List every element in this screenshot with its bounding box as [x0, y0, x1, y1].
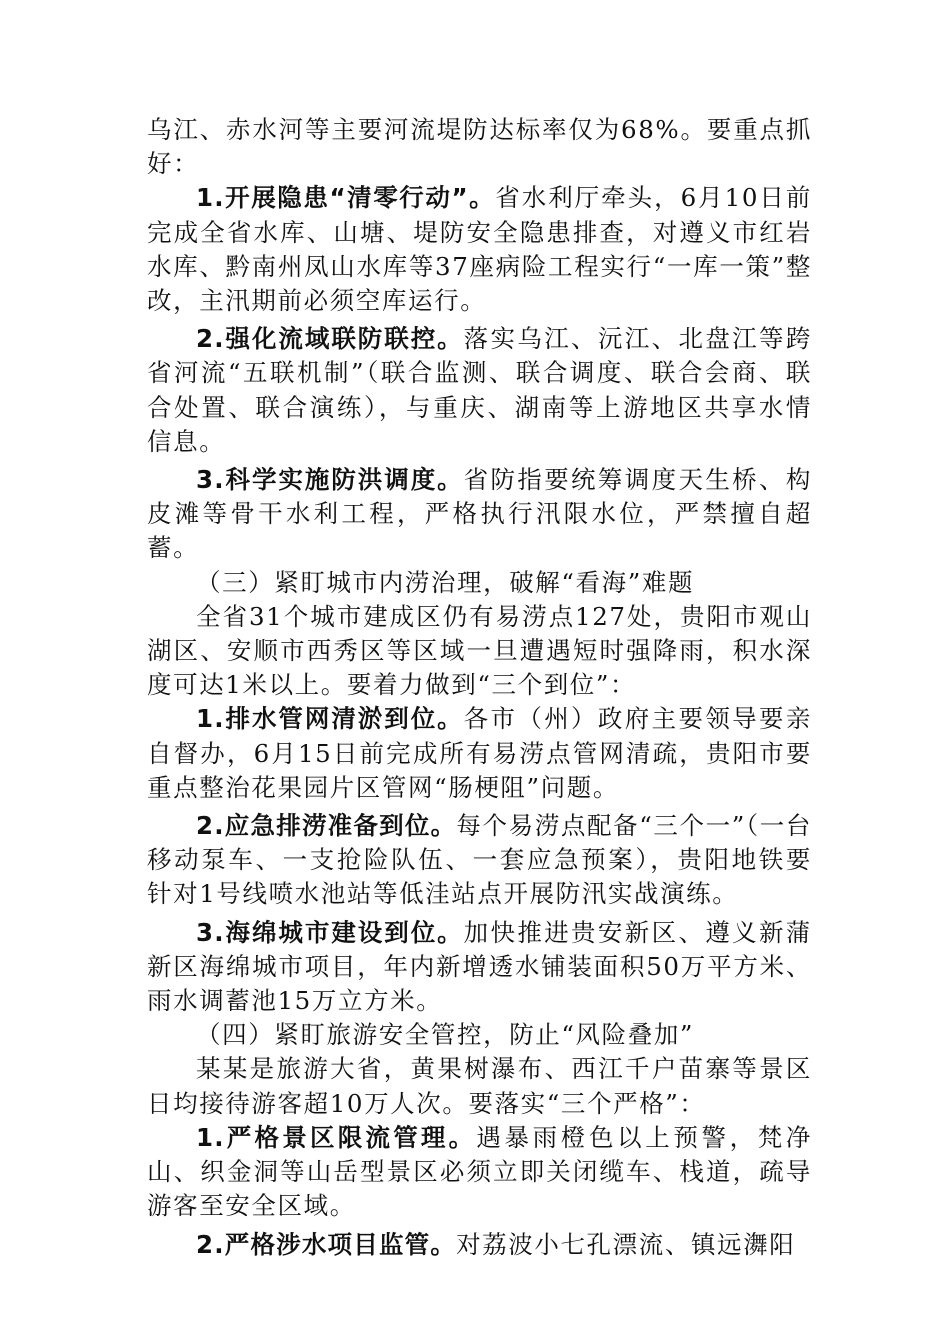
section-heading	[147, 566, 812, 600]
paragraph	[147, 1052, 812, 1120]
item-lead: 2.强化流域联防联控。	[196, 324, 464, 354]
item-text: 加快推进贵安新区、遵义新蒲新区海绵城市项目，年内新增透水铺装面积50万平方米、雨水调蓄池15万立方米。	[147, 917, 812, 1016]
item-lead: 1.严格景区限流管理。	[196, 1122, 477, 1152]
list-item	[147, 809, 812, 912]
item-text: 每个易涝点配备“三个一”（一台移动泵车、一支抢险队伍、一套应急预案），贵阳地铁要针对1号线喷水池站等低洼站点开展防汛实战演练。	[147, 811, 812, 909]
item-text: 对荔波小七孔漂流、镇远㵲阳	[456, 1229, 796, 1259]
item-lead: 2.严格涉水项目监管。	[196, 1229, 457, 1259]
list-item	[147, 1121, 812, 1224]
paragraph-text: 全省31个城市建成区仍有易涝点127处，贵阳市观山湖区、安顺市西秀区等区域一旦遭遇短时强降雨，积水深度可达1米以上。要着力做到“三个到位”：	[147, 601, 812, 700]
item-text: 省防指要统筹调度天生桥、构皮滩等骨干水利工程，严格执行汛限水位，严禁擅自超蓄。	[147, 465, 812, 563]
list-item	[147, 1228, 812, 1262]
item-lead: 1.开展隐患“清零行动”。	[196, 183, 496, 213]
item-text: 落实乌江、沅江、北盘江等跨省河流“五联机制”（联合监测、联合调度、联合会商、联合处置、联合演练），与重庆、湖南等上游地区共享水情信息。	[147, 324, 812, 456]
heading-text: （三）紧盯城市内涝治理，破解“看海”难题	[196, 567, 695, 597]
paragraph-text: 某某是旅游大省，黄果树瀑布、西江千户苗寨等景区日均接待游客超10万人次。要落实“三个严格”：	[147, 1054, 812, 1118]
list-item	[147, 702, 812, 805]
item-lead: 1.排水管网清淤到位。	[196, 704, 464, 734]
list-item	[147, 322, 812, 459]
paragraph	[147, 600, 812, 703]
item-text: 各市（州）政府主要领导要亲自督办，6月15日前完成所有易涝点管网清疏，贵阳市要重点整治花果园片区管网“肠梗阻”问题。	[147, 704, 812, 802]
list-item	[147, 916, 812, 1019]
item-lead: 3.科学实施防洪调度。	[196, 465, 464, 495]
item-lead: 3.海绵城市建设到位。	[196, 917, 464, 947]
section-heading	[147, 1018, 812, 1052]
heading-text: （四）紧盯旅游安全管控，防止“风险叠加”	[196, 1020, 695, 1050]
document-body	[147, 113, 812, 1262]
list-item	[147, 463, 812, 566]
paragraph-intro	[147, 113, 812, 181]
paragraph-text: 乌江、赤水河等主要河流堤防达标率仅为68%。要重点抓好：	[147, 115, 812, 179]
item-text: 省水利厅牵头，6月10日前完成全省水库、山塘、堤防安全隐患排查，对遵义市红岩水库、黔南州凤山水库等37座病险工程实行“一库一策”整改，主汛期前必须空库运行。	[147, 183, 812, 316]
list-item	[147, 181, 812, 318]
item-lead: 2.应急排涝准备到位。	[196, 811, 457, 841]
item-text: 遇暴雨橙色以上预警，梵净山、织金洞等山岳型景区必须立即关闭缆车、栈道，疏导游客至安全区域。	[147, 1122, 812, 1221]
